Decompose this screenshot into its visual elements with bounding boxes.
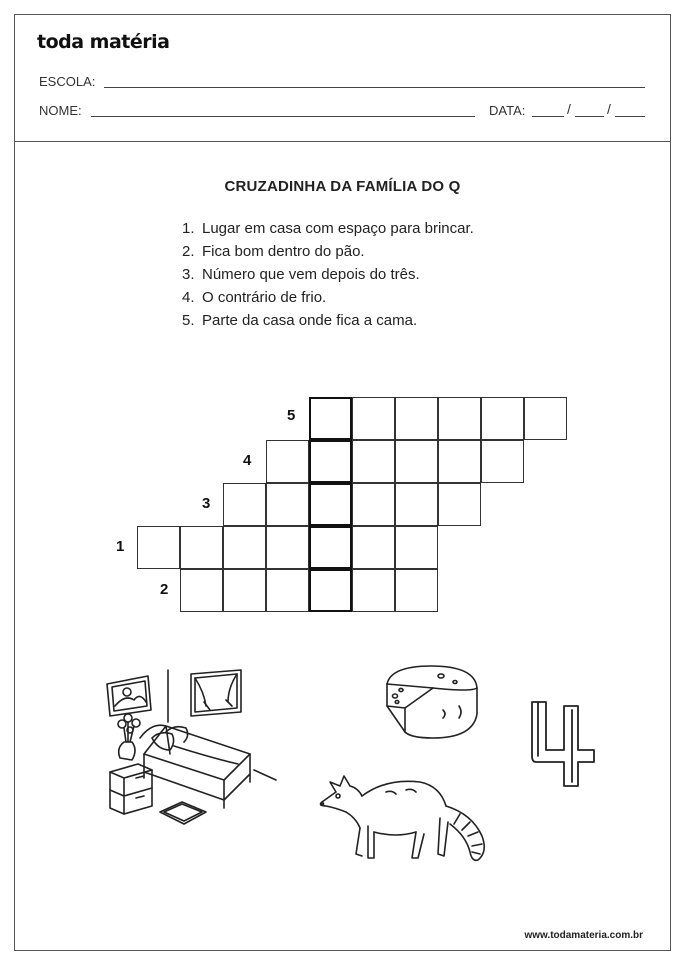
- crossword-row-number: 1: [116, 538, 125, 555]
- crossword-cell[interactable]: [223, 569, 266, 612]
- crossword-cell[interactable]: [266, 440, 309, 483]
- crossword-cell[interactable]: [524, 397, 567, 440]
- clue-text: Parte da casa onde fica a cama.: [202, 312, 418, 329]
- coati-drawing: [316, 762, 496, 872]
- brand-logo: toda matéria: [37, 31, 170, 53]
- crossword-cell[interactable]: [266, 483, 309, 526]
- crossword-cell[interactable]: [352, 526, 395, 569]
- crossword-cell[interactable]: [438, 440, 481, 483]
- crossword-cell[interactable]: [352, 440, 395, 483]
- clue-number: 5.: [182, 312, 195, 329]
- school-label: ESCOLA:: [39, 74, 96, 89]
- clue-number: 4.: [182, 289, 195, 306]
- crossword-cell[interactable]: [481, 440, 524, 483]
- clue-text: Fica bom dentro do pão.: [202, 243, 365, 260]
- clue-list: [182, 217, 474, 332]
- crossword-cell[interactable]: [223, 526, 266, 569]
- footer-url: www.todamateria.com.br: [524, 930, 643, 941]
- header-divider: [14, 141, 671, 142]
- crossword-row-number: 5: [287, 407, 296, 424]
- crossword-row-number: 3: [202, 495, 211, 512]
- name-input-line[interactable]: [91, 116, 475, 117]
- clue-text: O contrário de frio.: [202, 289, 327, 306]
- crossword-cell[interactable]: [266, 569, 309, 612]
- clue-number: 3.: [182, 266, 195, 283]
- date-separator-1: /: [567, 101, 571, 117]
- clue-item: [182, 309, 474, 332]
- crossword-cell[interactable]: [223, 483, 266, 526]
- date-label: DATA:: [489, 103, 526, 118]
- crossword-cell[interactable]: [352, 397, 395, 440]
- clue-number: 2.: [182, 243, 195, 260]
- crossword-key-cell[interactable]: [309, 483, 352, 526]
- date-day-line[interactable]: [532, 116, 564, 117]
- clue-item: [182, 240, 474, 263]
- crossword-cell[interactable]: [438, 397, 481, 440]
- crossword-cell[interactable]: [137, 526, 180, 569]
- crossword-key-cell[interactable]: [309, 569, 352, 612]
- clue-item: [182, 286, 474, 309]
- crossword-cell[interactable]: [438, 483, 481, 526]
- clue-text: Lugar em casa com espaço para brincar.: [202, 220, 474, 237]
- clue-item: [182, 217, 474, 240]
- crossword-cell[interactable]: [266, 526, 309, 569]
- crossword-cell[interactable]: [481, 397, 524, 440]
- crossword-row-number: 2: [160, 581, 169, 598]
- crossword-cell[interactable]: [395, 526, 438, 569]
- date-year-line[interactable]: [615, 116, 645, 117]
- date-month-line[interactable]: [575, 116, 604, 117]
- bedroom-drawing: [100, 662, 280, 832]
- crossword-key-cell[interactable]: [309, 526, 352, 569]
- crossword-cell[interactable]: [180, 569, 223, 612]
- clue-item: [182, 263, 474, 286]
- number-four-drawing: [528, 698, 600, 790]
- clue-text: Número que vem depois do três.: [202, 266, 420, 283]
- school-input-line[interactable]: [104, 87, 645, 88]
- crossword-key-cell[interactable]: [309, 397, 352, 440]
- name-label: NOME:: [39, 103, 82, 118]
- crossword-cell[interactable]: [352, 483, 395, 526]
- cheese-wheel-drawing: [383, 662, 483, 742]
- crossword-row-number: 4: [243, 452, 252, 469]
- crossword-cell[interactable]: [180, 526, 223, 569]
- crossword-cell[interactable]: [395, 569, 438, 612]
- crossword-cell[interactable]: [352, 569, 395, 612]
- crossword-cell[interactable]: [395, 483, 438, 526]
- crossword-key-cell[interactable]: [309, 440, 352, 483]
- date-separator-2: /: [607, 101, 611, 117]
- clue-number: 1.: [182, 220, 195, 237]
- crossword-cell[interactable]: [395, 397, 438, 440]
- worksheet-title: CRUZADINHA DA FAMÍLIA DO Q: [224, 178, 461, 195]
- crossword-cell[interactable]: [395, 440, 438, 483]
